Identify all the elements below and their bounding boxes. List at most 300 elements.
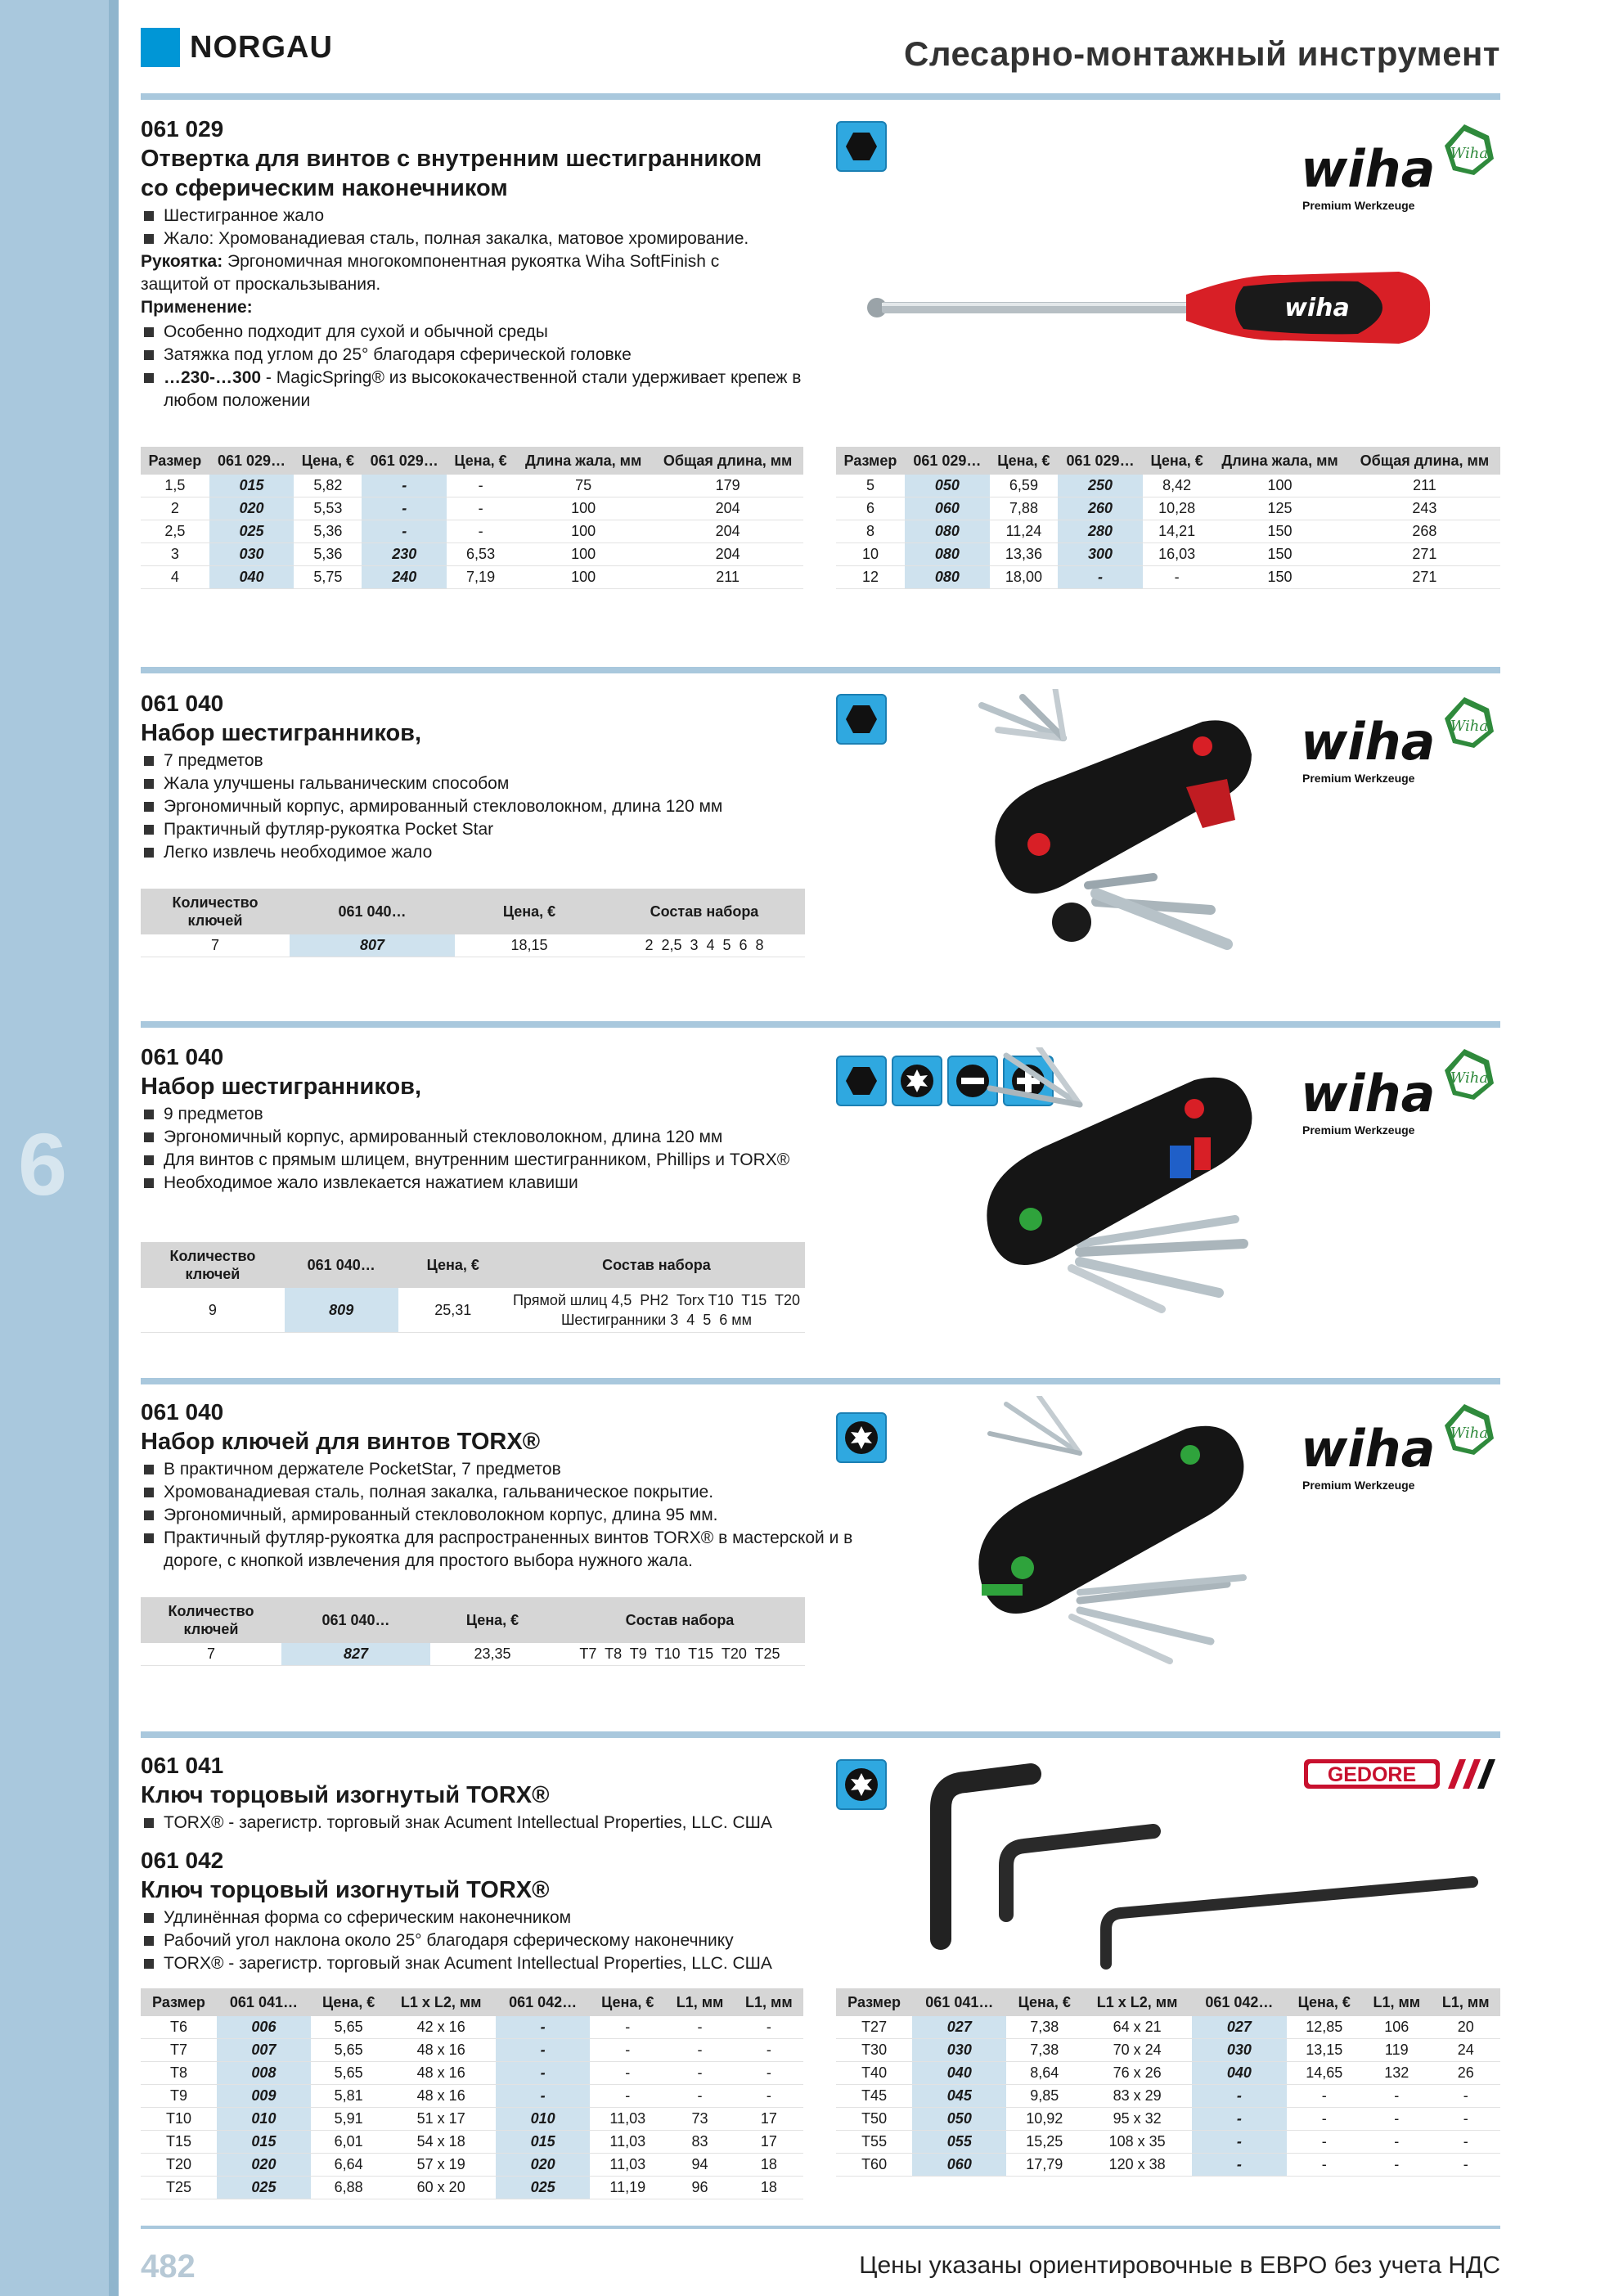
cell: 48 x 16: [386, 2085, 496, 2108]
col-header: L1, мм: [1432, 1988, 1501, 2016]
chapter-number: 6: [18, 1114, 68, 1213]
cell: 211: [1349, 475, 1500, 497]
cell: T25: [141, 2177, 217, 2199]
col-header: Цена, €: [311, 1988, 386, 2016]
footer-divider: [141, 2226, 1500, 2229]
cell: 95 x 32: [1082, 2108, 1192, 2131]
cell: 12,85: [1287, 2016, 1363, 2039]
cell: 14,21: [1143, 520, 1211, 543]
product-title: Ключ торцовый изогнутый TORX®: [141, 1877, 550, 1903]
cell: T7: [141, 2039, 217, 2062]
table-row: [836, 2108, 1500, 2131]
cell: 5,91: [311, 2108, 386, 2131]
article-cell: 010: [496, 2108, 590, 2131]
page-title: Слесарно-монтажный инструмент: [903, 34, 1500, 73]
cell: -: [1432, 2154, 1501, 2177]
article-cell: 030: [1192, 2039, 1286, 2062]
cell: -: [1287, 2108, 1363, 2131]
price-note: Цены указаны ориентировочные в ЕВРО без учета НДС: [859, 2252, 1500, 2279]
col-header: L1, мм: [1362, 1988, 1431, 2016]
svg-text:Wiha: Wiha: [1450, 145, 1489, 162]
set-table: [141, 889, 805, 957]
cell: 70 x 24: [1082, 2039, 1192, 2062]
col-header: Количество ключей: [141, 1597, 281, 1643]
set-contents-line2: Шестигранники 3 4 5 6 мм: [560, 1312, 752, 1328]
article-cell: 015: [209, 475, 294, 497]
col-header: Размер: [141, 1988, 217, 2016]
cell: 7,38: [1006, 2016, 1082, 2039]
article-cell: 007: [217, 2039, 311, 2062]
bullet-item: Эргономичный корпус, армированный стекловолокном, длина 120 мм: [141, 1126, 812, 1149]
table-row: [141, 2108, 803, 2131]
bullet-item: Эргономичный корпус, армированный стекловолокном, длина 120 мм: [141, 795, 820, 818]
cell: T30: [836, 2039, 912, 2062]
svg-text:Wiha: Wiha: [1450, 1069, 1489, 1087]
article-cell: 008: [217, 2062, 311, 2085]
col-header: Цена, €: [294, 447, 362, 475]
col-header: Общая длина, мм: [1349, 447, 1500, 475]
article-cell: -: [362, 475, 447, 497]
col-header: Цена, €: [1006, 1988, 1082, 2016]
product-code: 061 041: [141, 1753, 224, 1778]
cell: 60 x 20: [386, 2177, 496, 2199]
product-title: Набор ключей для винтов TORX®: [141, 1429, 541, 1455]
cell: 6,53: [447, 543, 515, 566]
pocketstar-image: [965, 1396, 1301, 1666]
cell: 204: [652, 520, 803, 543]
cell: T8: [141, 2062, 217, 2085]
col-header: 061 040…: [285, 1242, 398, 1288]
article-cell: 080: [905, 566, 990, 589]
cell: 7: [141, 934, 290, 957]
table-row: [141, 2154, 803, 2177]
torx-icon: [836, 1412, 887, 1463]
col-header: L1, мм: [735, 1988, 803, 2016]
product-title-line2: со сферическим наконечником: [141, 175, 508, 201]
article-cell: 020: [217, 2154, 311, 2177]
svg-text:wiha: wiha: [1301, 1064, 1436, 1123]
cell: 83 x 29: [1082, 2085, 1192, 2108]
article-cell: 230: [362, 543, 447, 566]
article-cell: 050: [912, 2108, 1006, 2131]
article-cell: -: [1192, 2108, 1286, 2131]
product-title: Набор шестигранников,: [141, 1074, 422, 1100]
set-contents-line1: Прямой шлиц 4,5 PH2 Torx T10 T15 T20: [512, 1292, 800, 1308]
bullet-item: Особенно подходит для сухой и обычной среды: [141, 321, 820, 344]
svg-text:GEDORE: GEDORE: [1327, 1763, 1417, 1786]
cell: 17: [735, 2108, 803, 2131]
table-body: [836, 2016, 1500, 2177]
bullet-item: В практичном держателе PocketStar, 7 предметов: [141, 1458, 877, 1481]
cell: 125: [1211, 497, 1349, 520]
bullet-item: [141, 367, 820, 412]
divider: [141, 667, 1500, 673]
article-cell: 010: [217, 2108, 311, 2131]
cell: 1,5: [141, 475, 209, 497]
cell: 8,42: [1143, 475, 1211, 497]
cell: 150: [1211, 543, 1349, 566]
cell: -: [1287, 2085, 1363, 2108]
cell: 6,88: [311, 2177, 386, 2199]
article-cell: 060: [912, 2154, 1006, 2177]
table-row: [836, 2016, 1500, 2039]
cell: -: [590, 2016, 665, 2039]
article-cell: 015: [496, 2131, 590, 2154]
table-row: [141, 520, 803, 543]
cell: T20: [141, 2154, 217, 2177]
cell: -: [1362, 2108, 1431, 2131]
cell: 2: [141, 497, 209, 520]
cell: 211: [652, 566, 803, 589]
col-header: Длина жала, мм: [515, 447, 652, 475]
torx-table-right: [836, 1988, 1500, 2177]
logo-text: NORGAU: [190, 29, 333, 65]
cell: -: [735, 2062, 803, 2085]
article-cell: 050: [905, 475, 990, 497]
cell: 25,31: [398, 1288, 508, 1333]
article-cell: 009: [217, 2085, 311, 2108]
cell: 18: [735, 2154, 803, 2177]
cell: 100: [515, 566, 652, 589]
divider: [141, 93, 1500, 100]
cell: 13,15: [1287, 2039, 1363, 2062]
col-header: Размер: [836, 1988, 912, 2016]
article-cell: -: [496, 2085, 590, 2108]
cell: -: [1432, 2108, 1501, 2131]
col-header: 061 042…: [496, 1988, 590, 2016]
col-header: Цена, €: [1143, 447, 1211, 475]
bullet-item: Жала улучшены гальваническим способом: [141, 772, 820, 795]
divider: [141, 1731, 1500, 1738]
usage-list: [141, 321, 820, 412]
cell: 23,35: [430, 1643, 555, 1666]
cell: -: [590, 2085, 665, 2108]
product-061-040-807: [141, 689, 1500, 864]
cell: -: [1287, 2154, 1363, 2177]
bullet-item: Для винтов с прямым шлицем, внутренним шестигранником, Phillips и TORX®: [141, 1149, 812, 1172]
cell: 271: [1349, 566, 1500, 589]
article-cell: -: [1192, 2131, 1286, 2154]
table-body: [141, 2016, 803, 2199]
article-cell: 300: [1058, 543, 1143, 566]
handle-desc: [141, 250, 787, 296]
side-strip-edge: [109, 0, 119, 2296]
article-cell: 040: [912, 2062, 1006, 2085]
product-code: 061 029: [141, 116, 224, 142]
bullet-list: [141, 1907, 861, 1975]
cell: 5,75: [294, 566, 362, 589]
article-cell: 045: [912, 2085, 1006, 2108]
handle-label: Рукоятка:: [141, 252, 223, 271]
torx-icon: [892, 1056, 942, 1106]
cell: -: [665, 2039, 734, 2062]
torx-keys-image: [892, 1759, 1489, 1972]
svg-text:wiha: wiha: [1284, 294, 1350, 322]
cell: 7,19: [447, 566, 515, 589]
cell: 11,19: [590, 2177, 665, 2199]
cell: 106: [1362, 2016, 1431, 2039]
col-header: Длина жала, мм: [1211, 447, 1349, 475]
table-row: [141, 475, 803, 497]
product-code: 061 040: [141, 1044, 224, 1069]
article-cell: -: [496, 2016, 590, 2039]
cell: 42 x 16: [386, 2016, 496, 2039]
cell: -: [735, 2039, 803, 2062]
cell: 9: [141, 1288, 285, 1333]
table-row: [141, 2016, 803, 2039]
table-row: [141, 2062, 803, 2085]
cell: 18: [735, 2177, 803, 2199]
article-cell: 020: [496, 2154, 590, 2177]
svg-text:Premium Werkzeuge: Premium Werkzeuge: [1302, 1123, 1415, 1137]
col-header: Состав набора: [604, 889, 805, 934]
col-header: Цена, €: [455, 889, 604, 934]
cell: -: [1362, 2131, 1431, 2154]
cell: 243: [1349, 497, 1500, 520]
col-header: 061 029…: [905, 447, 990, 475]
cell: 17: [735, 2131, 803, 2154]
table-body: [141, 475, 803, 589]
cell: 4: [141, 566, 209, 589]
col-header: Размер: [141, 447, 209, 475]
svg-text:Premium Werkzeuge: Premium Werkzeuge: [1302, 199, 1415, 212]
cell: 51 x 17: [386, 2108, 496, 2131]
table-row: [141, 497, 803, 520]
col-header: 061 029…: [1058, 447, 1143, 475]
product-code: 061 042: [141, 1848, 224, 1873]
cell: -: [1432, 2131, 1501, 2154]
cell: 15,25: [1006, 2131, 1082, 2154]
article-cell: 025: [496, 2177, 590, 2199]
cell: 48 x 16: [386, 2039, 496, 2062]
article-cell: 040: [209, 566, 294, 589]
article-cell: -: [362, 520, 447, 543]
svg-text:wiha: wiha: [1301, 1419, 1436, 1479]
product-title: Отвертка для винтов с внутренним шестигранником: [141, 146, 762, 172]
cell: 5: [836, 475, 905, 497]
col-header: 061 041…: [217, 1988, 311, 2016]
article-cell: 280: [1058, 520, 1143, 543]
table-row: [836, 475, 1500, 497]
table-row: [141, 934, 805, 957]
cell: 5,53: [294, 497, 362, 520]
col-header: Цена, €: [398, 1242, 508, 1288]
cell: 3: [141, 543, 209, 566]
cell: 96: [665, 2177, 734, 2199]
svg-text:Wiha: Wiha: [1450, 1425, 1489, 1442]
cell: 9,85: [1006, 2085, 1082, 2108]
cell: T60: [836, 2154, 912, 2177]
cell: 73: [665, 2108, 734, 2131]
cell: 6: [836, 497, 905, 520]
cell: T7 T8 T9 T10 T15 T20 T25: [555, 1643, 805, 1666]
cell: 10,28: [1143, 497, 1211, 520]
svg-text:Premium Werkzeuge: Premium Werkzeuge: [1302, 1479, 1415, 1492]
article-cell: 080: [905, 543, 990, 566]
cell: -: [590, 2062, 665, 2085]
bullet-bold: …230-…300: [164, 368, 262, 387]
cell: 5,65: [311, 2062, 386, 2085]
price-table-left: [141, 447, 803, 589]
pocketstar-image: [973, 1047, 1301, 1317]
cell: 7,38: [1006, 2039, 1082, 2062]
cell: -: [447, 475, 515, 497]
product-code: 061 040: [141, 1399, 224, 1425]
cell: -: [1362, 2154, 1431, 2177]
bullet-item: 9 предметов: [141, 1103, 812, 1126]
article-cell: -: [362, 497, 447, 520]
cell: 24: [1432, 2039, 1501, 2062]
bullet-item: 7 предметов: [141, 750, 820, 772]
bullet-item: Хромованадиевая сталь, полная закалка, гальваническое покрытие.: [141, 1481, 877, 1504]
article-cell: 807: [290, 934, 455, 957]
cell: 11,03: [590, 2108, 665, 2131]
cell: -: [1362, 2085, 1431, 2108]
cell: 8,64: [1006, 2062, 1082, 2085]
hex-icon: [836, 121, 887, 172]
svg-text:Premium Werkzeuge: Premium Werkzeuge: [1302, 772, 1415, 785]
bullet-item: TORX® - зарегистр. торговый знак Acument Intellectual Properties, LLC. США: [141, 1812, 861, 1835]
table-row: [836, 2154, 1500, 2177]
table-row: [836, 566, 1500, 589]
cell: 83: [665, 2131, 734, 2154]
table-row: [141, 543, 803, 566]
cell: 5,36: [294, 543, 362, 566]
torx-icon: [836, 1759, 887, 1810]
cell: 2 2,5 3 4 5 6 8: [604, 934, 805, 957]
wiha-logo: [1301, 694, 1497, 792]
cell: 11,03: [590, 2131, 665, 2154]
table-row: [836, 2062, 1500, 2085]
cell: 150: [1211, 566, 1349, 589]
cell: 64 x 21: [1082, 2016, 1192, 2039]
cell: 5,65: [311, 2039, 386, 2062]
col-header: Количество ключей: [141, 889, 290, 934]
bullet-list: [141, 1103, 812, 1195]
cell: 76 x 26: [1082, 2062, 1192, 2085]
article-cell: 015: [217, 2131, 311, 2154]
table-row: [836, 2085, 1500, 2108]
col-header: Количество ключей: [141, 1242, 285, 1288]
bullet-item: Рабочий угол наклона около 25° благодаря сферическому наконечнику: [141, 1929, 861, 1952]
cell: 6,01: [311, 2131, 386, 2154]
cell: 94: [665, 2154, 734, 2177]
article-cell: 027: [1192, 2016, 1286, 2039]
col-header: Цена, €: [1287, 1988, 1363, 2016]
article-cell: 809: [285, 1288, 398, 1333]
cell: T55: [836, 2131, 912, 2154]
article-cell: 027: [912, 2016, 1006, 2039]
table-row: [141, 2085, 803, 2108]
col-header: Цена, €: [447, 447, 515, 475]
col-header: L1 x L2, мм: [1082, 1988, 1192, 2016]
usage-label-text: Применение:: [141, 298, 253, 317]
bullet-item: Практичный футляр-рукоятка Pocket Star: [141, 818, 820, 841]
cell: 6,64: [311, 2154, 386, 2177]
article-cell: 025: [209, 520, 294, 543]
cell: -: [665, 2016, 734, 2039]
cell: 16,03: [1143, 543, 1211, 566]
cell: 14,65: [1287, 2062, 1363, 2085]
article-cell: 080: [905, 520, 990, 543]
price-table-right: [836, 447, 1500, 589]
bullet-item: Необходимое жало извлекается нажатием клавиши: [141, 1172, 812, 1195]
product-title: Ключ торцовый изогнутый TORX®: [141, 1782, 550, 1808]
table-row: [141, 2131, 803, 2154]
norgau-logo: [141, 28, 333, 67]
col-header: Состав набора: [508, 1242, 805, 1288]
cell: 5,65: [311, 2016, 386, 2039]
cell: T27: [836, 2016, 912, 2039]
product-title: Набор шестигранников,: [141, 720, 422, 746]
cell: T6: [141, 2016, 217, 2039]
cell: T9: [141, 2085, 217, 2108]
page-number: 482: [141, 2249, 196, 2285]
svg-text:Wiha: Wiha: [1450, 718, 1489, 735]
cell: -: [1143, 566, 1211, 589]
article-cell: -: [1058, 566, 1143, 589]
bullet-item: Практичный футляр-рукоятка для распространенных винтов TORX® в мастерской и в дороге, с кнопкой извлечения для простого выбора нужного жала.: [141, 1527, 877, 1573]
col-header: 061 040…: [290, 889, 455, 934]
cell: 268: [1349, 520, 1500, 543]
bullet-list: [141, 1812, 861, 1835]
cell: 11,03: [590, 2154, 665, 2177]
col-header: Размер: [836, 447, 905, 475]
cell: 11,24: [990, 520, 1058, 543]
article-cell: 060: [905, 497, 990, 520]
bullet-item: TORX® - зарегистр. торговый знак Acument Intellectual Properties, LLC. США: [141, 1952, 861, 1975]
cell: 120 x 38: [1082, 2154, 1192, 2177]
handle-text: Эргономичная многокомпонентная рукоятка Wiha SoftFinish с защитой от проскальзывания.: [141, 252, 720, 294]
article-cell: 040: [1192, 2062, 1286, 2085]
col-header: Цена, €: [990, 447, 1058, 475]
article-cell: 006: [217, 2016, 311, 2039]
logo-square: [141, 28, 180, 67]
bullet-text: - MagicSpring® из высококачественной стали удерживает крепеж в любом положении: [164, 368, 802, 410]
table-row: [141, 1643, 805, 1666]
cell: 100: [1211, 475, 1349, 497]
torx-table-left: [141, 1988, 803, 2199]
article-cell: 025: [217, 2177, 311, 2199]
cell: 8: [836, 520, 905, 543]
col-header: 061 042…: [1192, 1988, 1286, 2016]
cell: 5,81: [311, 2085, 386, 2108]
cell: 204: [652, 497, 803, 520]
bullet-item: Затяжка под углом до 25° благодаря сферической головке: [141, 344, 820, 367]
cell: 10: [836, 543, 905, 566]
cell: 7,88: [990, 497, 1058, 520]
bullet-item: Жало: Хромованадиевая сталь, полная закалка, матовое хромирование.: [141, 227, 820, 250]
bullet-list: [141, 205, 820, 250]
cell: 100: [515, 520, 652, 543]
wiha-logo: [1301, 1046, 1497, 1144]
bullet-item: Удлинённая форма со сферическим наконечником: [141, 1907, 861, 1929]
divider: [141, 1378, 1500, 1384]
cell: [508, 1288, 805, 1333]
cell: 17,79: [1006, 2154, 1082, 2177]
article-cell: 240: [362, 566, 447, 589]
article-cell: 030: [209, 543, 294, 566]
product-code: 061 040: [141, 691, 224, 716]
cell: T50: [836, 2108, 912, 2131]
cell: 18,15: [455, 934, 604, 957]
col-header: L1, мм: [665, 1988, 734, 2016]
wiha-logo: [1301, 1401, 1497, 1499]
bullet-item: Шестигранное жало: [141, 205, 820, 227]
article-cell: 020: [209, 497, 294, 520]
cell: 2,5: [141, 520, 209, 543]
cell: 271: [1349, 543, 1500, 566]
